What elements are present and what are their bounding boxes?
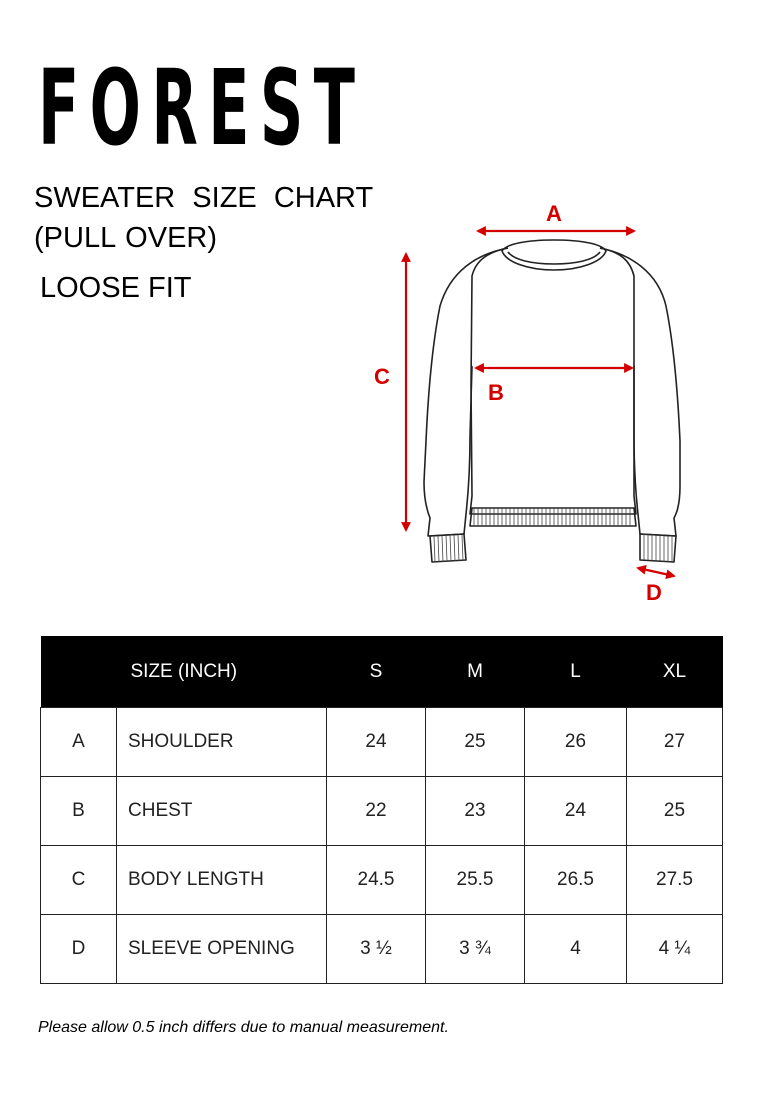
row-label: BODY LENGTH bbox=[117, 846, 327, 915]
table-row bbox=[41, 846, 723, 915]
table-cell: 25 bbox=[426, 708, 525, 777]
header-size-xl: XL bbox=[627, 636, 723, 708]
title-line-2: (PULL OVER) bbox=[34, 222, 218, 254]
table-cell: 4 bbox=[525, 915, 627, 984]
row-code: C bbox=[41, 846, 117, 915]
table-cell: 26.5 bbox=[525, 846, 627, 915]
chart-title bbox=[34, 178, 373, 258]
ribbing bbox=[434, 508, 672, 562]
table-cell: 3 ¾ bbox=[426, 915, 525, 984]
brand-logo: FOREST bbox=[38, 47, 366, 169]
measurement-labels bbox=[374, 201, 662, 605]
label-b: B bbox=[488, 380, 504, 405]
row-label: SHOULDER bbox=[117, 708, 327, 777]
label-c: C bbox=[374, 364, 390, 389]
table-cell: 25.5 bbox=[426, 846, 525, 915]
table-cell: 23 bbox=[426, 777, 525, 846]
label-d: D bbox=[646, 580, 662, 605]
table-cell: 24.5 bbox=[327, 846, 426, 915]
table-cell: 27.5 bbox=[627, 846, 723, 915]
table-cell: 24 bbox=[525, 777, 627, 846]
row-code: A bbox=[41, 708, 117, 777]
header-size-m: M bbox=[426, 636, 525, 708]
table-cell: 22 bbox=[327, 777, 426, 846]
table-cell: 3 ½ bbox=[327, 915, 426, 984]
row-label: SLEEVE OPENING bbox=[117, 915, 327, 984]
table-cell: 25 bbox=[627, 777, 723, 846]
sweater-outline bbox=[424, 240, 680, 562]
table-row bbox=[41, 708, 723, 777]
title-line-1: SWEATER SIZE CHART bbox=[34, 182, 374, 214]
table-cell: 24 bbox=[327, 708, 426, 777]
table-cell: 4 ¼ bbox=[627, 915, 723, 984]
measurement-note: Please allow 0.5 inch differs due to manual measurement. bbox=[38, 1019, 449, 1036]
table-cell: 26 bbox=[525, 708, 627, 777]
table-header-row bbox=[41, 636, 723, 708]
table-cell: 27 bbox=[627, 708, 723, 777]
table-row bbox=[41, 777, 723, 846]
row-label: CHEST bbox=[117, 777, 327, 846]
label-a: A bbox=[546, 201, 562, 226]
fit-label: LOOSE FIT bbox=[40, 272, 192, 304]
size-table bbox=[40, 636, 723, 984]
table-row bbox=[41, 915, 723, 984]
header-size-inch: SIZE (INCH) bbox=[117, 636, 327, 708]
row-code: D bbox=[41, 915, 117, 984]
row-code: B bbox=[41, 777, 117, 846]
sweater-diagram bbox=[368, 196, 698, 616]
header-size-l: L bbox=[525, 636, 627, 708]
header-size-s: S bbox=[327, 636, 426, 708]
arrow-d bbox=[638, 568, 674, 576]
